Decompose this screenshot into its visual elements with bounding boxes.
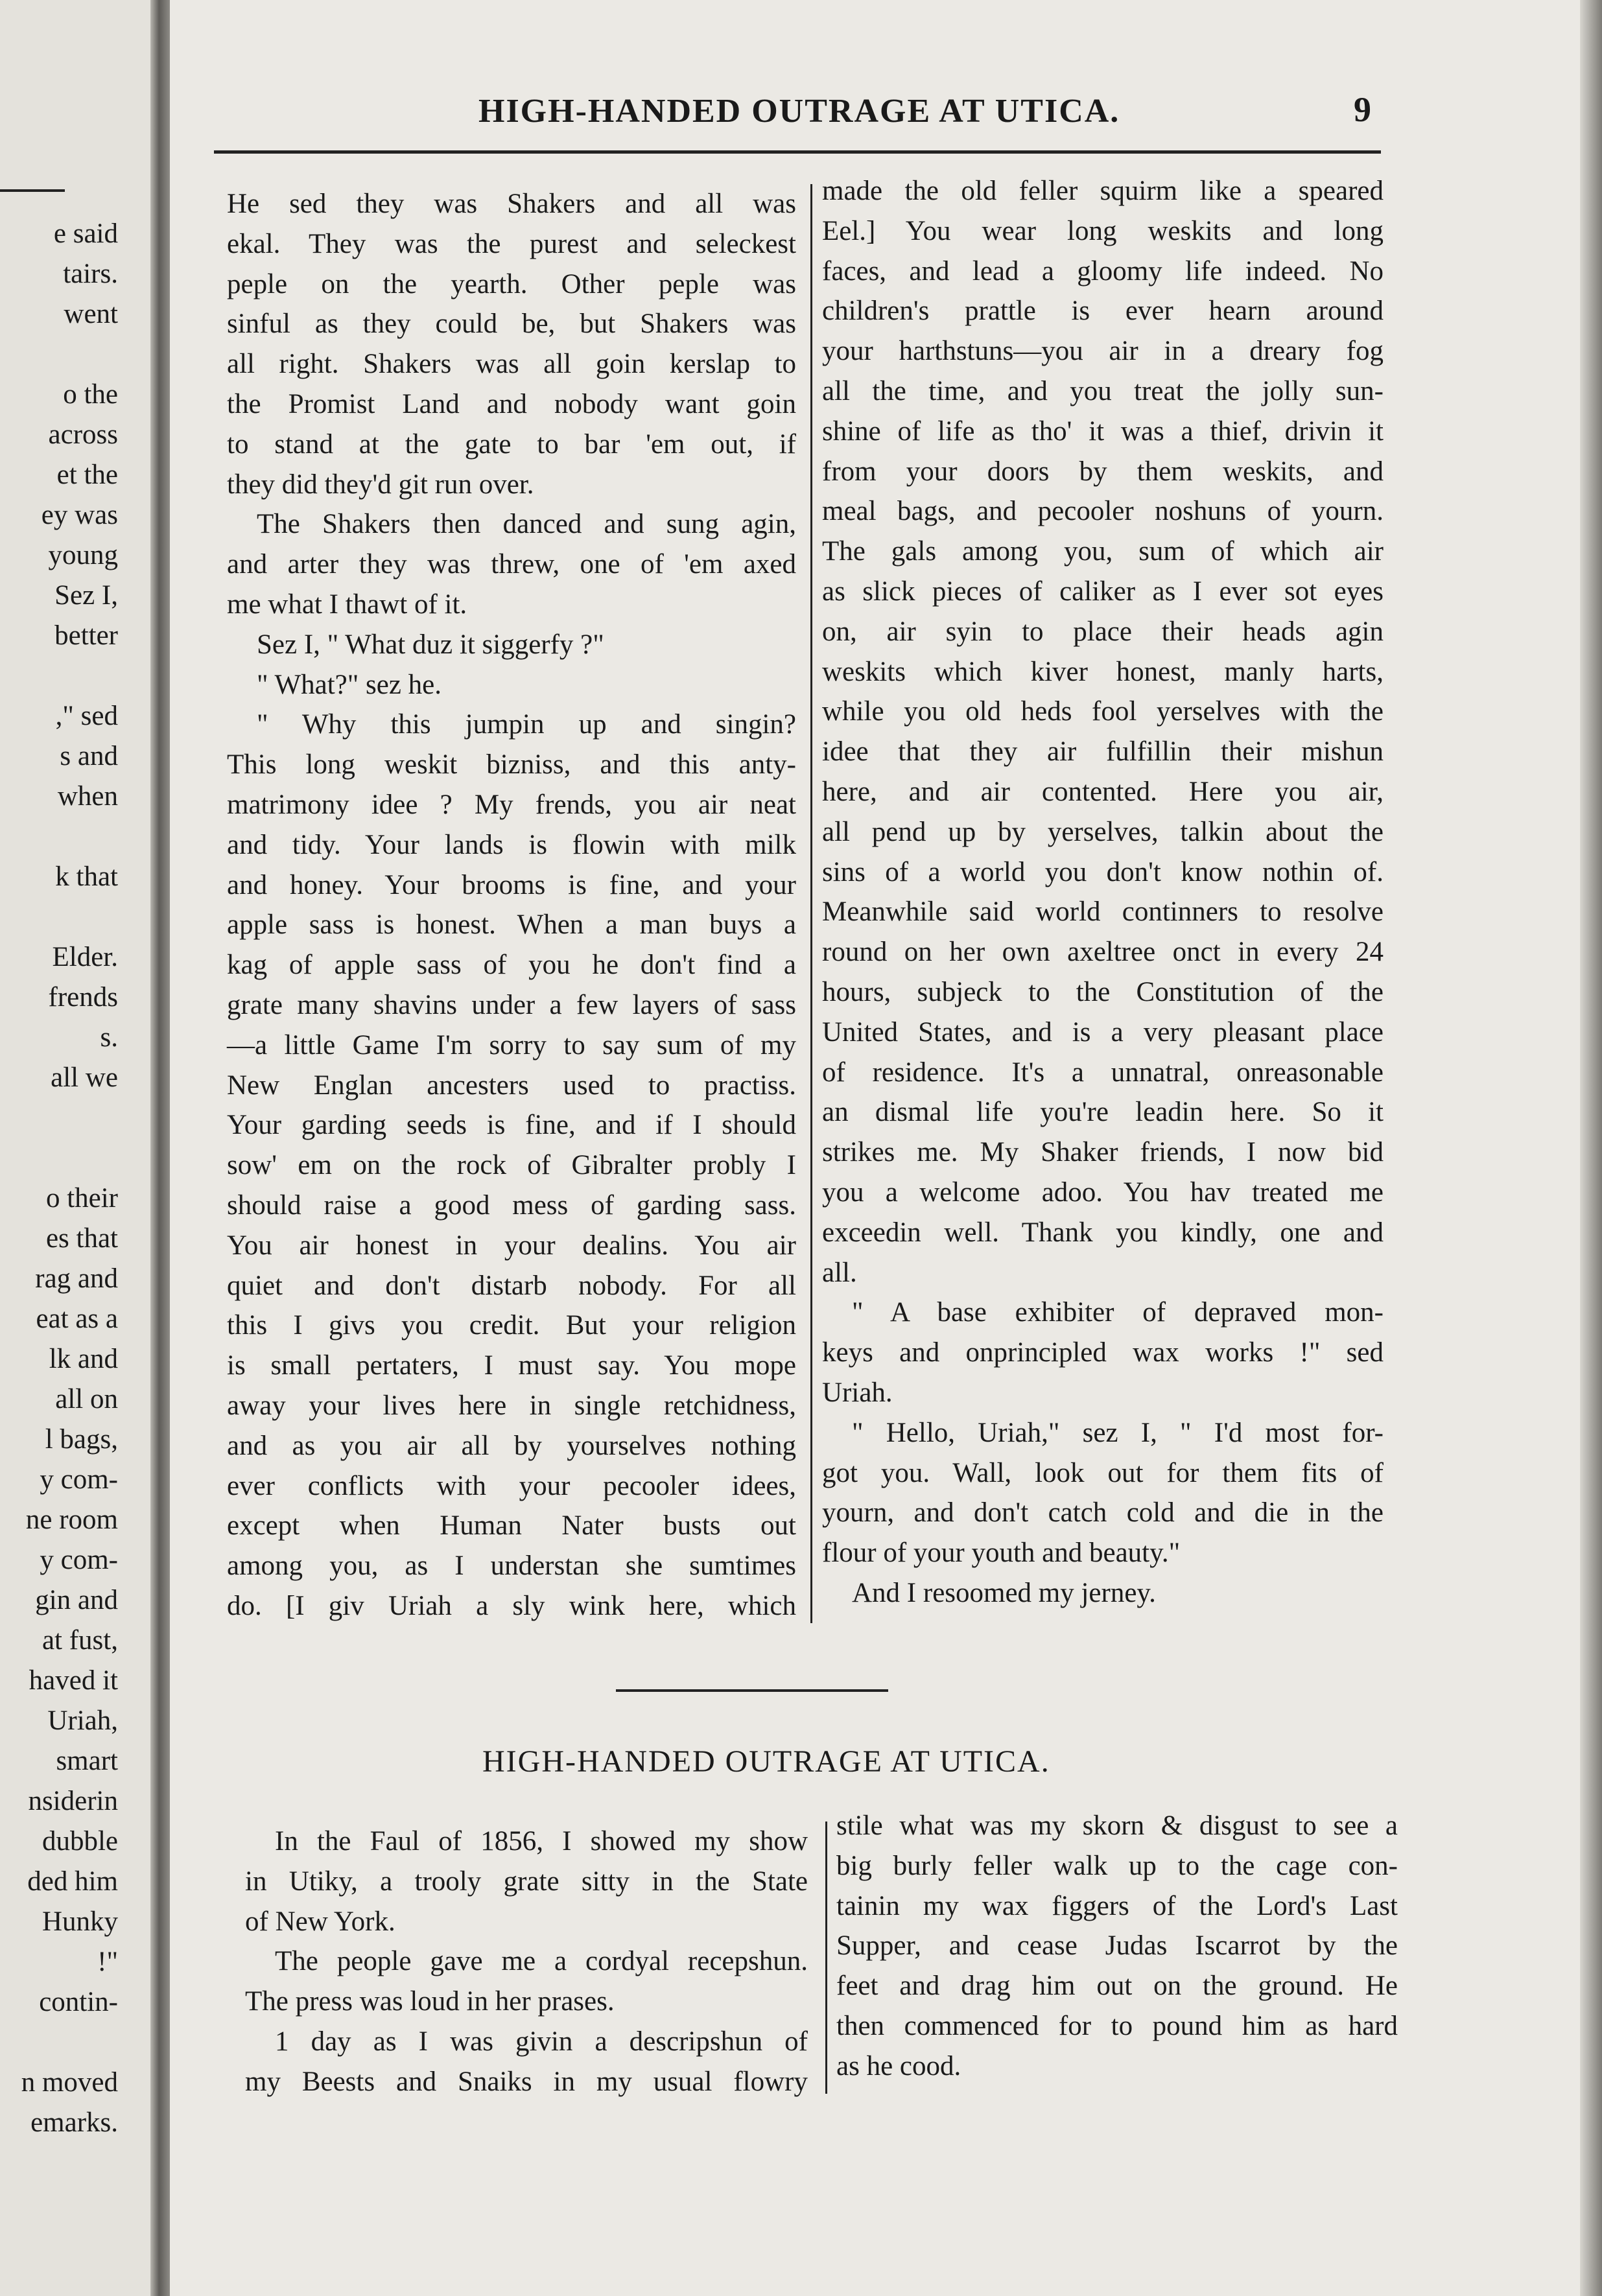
fragment-line: nsiderin <box>28 1786 118 1816</box>
text-line: —a little Game I'm sorry to say sum of my <box>227 1029 796 1060</box>
text-column-1 <box>227 184 796 1626</box>
text-line: to stand at the gate to bar 'em out, if <box>227 428 796 460</box>
text-line: sins of a world you don't know nothin of. <box>822 856 1384 887</box>
text-line: This long weskit bizniss, and this anty- <box>227 749 796 780</box>
fragment-line: young <box>48 540 118 570</box>
text-line: New Englan ancesters used to practiss. <box>227 1070 796 1101</box>
text-line: made the old feller squirm like a speared <box>822 176 1384 206</box>
text-line: United States, and is a very pleasant place <box>822 1016 1384 1048</box>
text-line: Meanwhile said world continners to resolve <box>822 896 1384 928</box>
text-line: me what I thawt of it. <box>227 589 467 620</box>
fragment-line: ," sed <box>55 701 118 731</box>
text-line: ekal. They was the purest and seleckest <box>227 228 796 259</box>
text-line: in Utiky, a trooly grate sitty in the State <box>245 1866 808 1897</box>
fragment-line: rag and <box>35 1263 118 1294</box>
text-line: weskits which kiver honest, manly harts, <box>822 656 1384 687</box>
text-column-4 <box>836 1806 1398 2087</box>
text-line: keys and onprincipled wax works !" sed <box>822 1337 1384 1368</box>
fragment-line: all on <box>55 1384 118 1414</box>
text-line: Your garding seeds is fine, and if I should <box>227 1110 796 1141</box>
text-line: away your lives here in single retchidness, <box>227 1390 796 1421</box>
text-line: from your doors by them weskits, and <box>822 456 1384 487</box>
text-line: kag of apple sass of you he don't find a <box>227 950 796 981</box>
fragment-line: gin and <box>35 1585 118 1615</box>
text-line: they did they'd git run over. <box>227 469 534 500</box>
text-line: And I resoomed my jerney. <box>852 1577 1156 1608</box>
fragment-line: y com- <box>40 1464 118 1495</box>
text-line: 1 day as I was givin a descripshun of <box>275 2026 808 2057</box>
text-line: as slick pieces of caliker as I ever sot eyes <box>822 576 1384 607</box>
text-line: all right. Shakers was all goin kerslap to <box>227 349 796 380</box>
text-line: peple on the yearth. Other peple was <box>227 268 796 299</box>
fragment-line: eat as a <box>36 1304 118 1334</box>
text-line: the Promist Land and nobody want goin <box>227 388 796 419</box>
text-line: children's prattle is ever hearn around <box>822 296 1384 327</box>
text-line: You air honest in your dealins. You air <box>227 1230 796 1261</box>
text-line: He sed they was Shakers and all was <box>227 189 796 219</box>
fragment-line <box>0 897 150 937</box>
fragment-line: Uriah, <box>47 1705 118 1736</box>
text-line: and honey. Your brooms is fine, and your <box>227 869 796 900</box>
text-line: your harthstuns—you air in a dreary fog <box>822 336 1384 367</box>
text-line: then commenced for to pound him as hard <box>836 2010 1398 2041</box>
fragment-line: emarks. <box>30 2107 118 2138</box>
text-line: do. [I giv Uriah a sly wink here, which <box>227 1590 796 1621</box>
text-line: feet and drag him out on the ground. He <box>836 1971 1398 2002</box>
fragment-line: s and <box>60 741 118 771</box>
text-line: " Hello, Uriah," sez I, " I'd most for- <box>852 1417 1384 1448</box>
text-line: exceedin well. Thank you kindly, one and <box>822 1217 1384 1248</box>
text-line: shine of life as tho' it was a thief, drivin it <box>822 416 1384 447</box>
text-line: all pend up by yerselves, talkin about the <box>822 816 1384 847</box>
text-line: matrimony idee ? My frends, you air neat <box>227 789 796 820</box>
fragment-line: Sez I, <box>54 580 118 611</box>
text-line: hours, subjeck to the Constitution of the <box>822 976 1384 1007</box>
text-column-3 <box>245 1822 808 2102</box>
text-line: except when Human Nater busts out <box>227 1510 796 1541</box>
text-line: idee that they air fulfillin their mishun <box>822 736 1384 767</box>
text-line: apple sass is honest. When a man buys a <box>227 909 796 941</box>
text-line: sow' em on the rock of Gibralter probly I <box>227 1150 796 1181</box>
fragment-line: across <box>48 419 118 450</box>
text-line: an dismal life you're leadin here. So it <box>822 1097 1384 1128</box>
header-rule <box>214 150 1381 154</box>
fragment-line <box>0 1138 150 1178</box>
text-line: The people gave me a cordyal recepshun. <box>275 1946 808 1977</box>
fragment-line: k that <box>55 861 118 892</box>
fragment-line: o their <box>45 1183 118 1213</box>
left-page-fragment <box>0 0 150 2296</box>
fragment-line: contin- <box>39 1987 118 2017</box>
text-line: The Shakers then danced and sung agin, <box>257 509 796 540</box>
fragment-line: !" <box>97 1947 118 1977</box>
page-edge <box>1580 0 1602 2296</box>
text-line: my Beests and Snaiks in my usual flowry <box>245 2066 808 2097</box>
left-page-rule <box>0 189 65 192</box>
text-line: sinful as they could be, but Shakers was <box>227 309 796 340</box>
text-line: Supper, and cease Judas Iscarrot by the <box>836 1930 1398 1962</box>
text-line: all. <box>822 1257 857 1288</box>
fragment-line: Hunky <box>41 1906 118 1937</box>
text-line: while you old heds fool yerselves with the <box>822 696 1384 727</box>
fragment-line <box>0 334 150 375</box>
fragment-line: Elder. <box>52 942 118 972</box>
text-line: this I givs you credit. But your religion <box>227 1310 796 1341</box>
fragment-line: smart <box>56 1746 118 1776</box>
text-line: tainin my wax figgers of the Lord's Last <box>836 1890 1398 1921</box>
text-line: flour of your youth and beauty." <box>822 1538 1181 1569</box>
column-divider <box>810 184 812 1623</box>
section-separator <box>616 1689 888 1692</box>
text-line: Uriah. <box>822 1377 893 1408</box>
left-page-text-fragments <box>0 214 150 2143</box>
text-line: In the Faul of 1856, I showed my show <box>275 1826 808 1857</box>
text-line: Sez I, " What duz it siggerfy ?" <box>257 629 604 660</box>
fragment-line: better <box>54 620 118 651</box>
fragment-line: went <box>64 299 118 329</box>
text-line: of New York. <box>245 1906 395 1937</box>
fragment-line: y com- <box>40 1545 118 1575</box>
text-line: as he cood. <box>836 2050 961 2081</box>
text-line: grate many shavins under a few layers of sass <box>227 989 796 1020</box>
text-line: yourn, and don't catch cold and die in the <box>822 1497 1384 1529</box>
fragment-line: frends <box>48 982 118 1013</box>
text-line: got you. Wall, look out for them fits of <box>822 1457 1384 1488</box>
text-line: " A base exhibiter of depraved mon- <box>852 1297 1384 1328</box>
text-line: Eel.] You wear long weskits and long <box>822 215 1384 246</box>
text-line: " What?" sez he. <box>257 669 442 700</box>
fragment-line: lk and <box>49 1344 118 1374</box>
text-line: should raise a good mess of garding sass. <box>227 1189 796 1221</box>
text-line: meal bags, and pecooler noshuns of yourn. <box>822 496 1384 527</box>
text-line: quiet and don't distarb nobody. For all <box>227 1270 796 1301</box>
fragment-line <box>0 817 150 857</box>
fragment-line: ey was <box>41 500 118 530</box>
fragment-line: all we <box>51 1062 118 1093</box>
text-line: stile what was my skorn & disgust to see a <box>836 1810 1398 1841</box>
text-line: and as you air all by yourselves nothing <box>227 1430 796 1461</box>
fragment-line <box>0 1098 150 1138</box>
fragment-line: at fust, <box>41 1625 118 1656</box>
text-line: faces, and lead a gloomy life indeed. No <box>822 255 1384 287</box>
fragment-line <box>0 2022 150 2063</box>
text-line: all the time, and you treat the jolly sun- <box>822 375 1384 406</box>
page-number: 9 <box>1354 90 1371 129</box>
fragment-line: haved it <box>29 1665 118 1696</box>
running-header: HIGH-HANDED OUTRAGE AT UTICA. <box>478 93 1120 130</box>
fragment-line: when <box>57 781 118 812</box>
text-line: and arter they was threw, one of 'em axed <box>227 549 796 580</box>
fragment-line: ne room <box>25 1505 118 1535</box>
fragment-line: e said <box>53 218 118 249</box>
text-line: The press was loud in her prases. <box>245 1986 615 2017</box>
book-gutter <box>150 0 170 2296</box>
fragment-line <box>0 656 150 696</box>
text-line: of residence. It's a unnatral, onreasonable <box>822 1057 1384 1088</box>
text-line: you a welcome adoo. You hav treated me <box>822 1177 1384 1208</box>
text-line: and tidy. Your lands is flowin with milk <box>227 829 796 860</box>
text-line: among you, as I understan she sumtimes <box>227 1551 796 1582</box>
text-line: here, and air contented. Here you air, <box>822 776 1384 807</box>
text-line: round on her own axeltree onct in every 24 <box>822 937 1384 968</box>
text-line: strikes me. My Shaker friends, I now bid <box>822 1137 1384 1168</box>
fragment-line: o the <box>63 379 118 410</box>
fragment-line: dubble <box>41 1826 118 1857</box>
text-line: big burly feller walk up to the cage con- <box>836 1850 1398 1881</box>
fragment-line: ded him <box>27 1866 118 1897</box>
text-line: ever conflicts with your pecooler idees, <box>227 1470 796 1501</box>
fragment-line: l bags, <box>45 1424 118 1455</box>
text-line: " Why this jumpin up and singin? <box>257 709 796 740</box>
fragment-line: s. <box>100 1022 118 1053</box>
text-line: on, air syin to place their heads agin <box>822 616 1384 647</box>
column-divider-lower <box>825 1822 827 2094</box>
text-line: The gals among you, sum of which air <box>822 536 1384 567</box>
fragment-line: es that <box>45 1223 118 1254</box>
section-title: HIGH-HANDED OUTRAGE AT UTICA. <box>482 1744 1050 1779</box>
fragment-line: n moved <box>21 2067 118 2098</box>
text-line: is small pertaters, I must say. You mope <box>227 1350 796 1381</box>
text-column-2 <box>822 171 1384 1613</box>
fragment-line: et the <box>56 460 118 490</box>
fragment-line: tairs. <box>63 259 118 289</box>
